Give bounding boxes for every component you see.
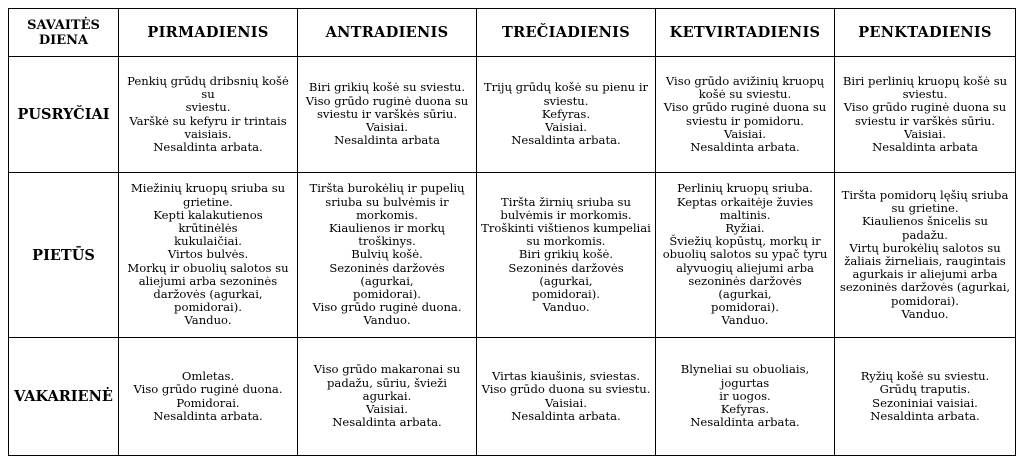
corner-header: SAVAITĖS DIENA xyxy=(9,9,119,57)
menu-line: Vanduo. xyxy=(363,313,411,328)
menu-line: maltinis. xyxy=(719,207,771,222)
menu-cell xyxy=(477,173,656,338)
menu-line: alyvuogių aliejumi arba xyxy=(676,260,814,275)
menu-line: pomidorai). xyxy=(711,300,779,315)
menu-cell xyxy=(656,338,835,456)
menu-line: Bulvių košė. xyxy=(351,247,423,262)
menu-line: Viso grūdo ruginė duona su xyxy=(663,100,827,115)
menu-line: Ryžiai. xyxy=(725,220,765,235)
menu-line: Viso grūdo ruginė duona su xyxy=(843,100,1007,115)
menu-line: su morkomis. xyxy=(526,234,606,249)
menu-cell xyxy=(477,57,656,173)
menu-line: Varškė su kefyru ir trintais xyxy=(129,113,287,128)
menu-line: Sezoniniai vaisiai. xyxy=(872,395,978,410)
menu-line: Biri perlinių kruopų košė su xyxy=(842,73,1008,88)
menu-line: Vaisiai. xyxy=(724,126,766,141)
menu-line: sviestu ir pomidoru. xyxy=(686,113,804,128)
menu-cell xyxy=(656,57,835,173)
menu-line: sviestu. xyxy=(185,100,231,115)
weekly-menu-table xyxy=(8,8,1016,456)
menu-cell xyxy=(835,338,1016,456)
menu-line: Vaisiai. xyxy=(545,120,587,135)
menu-line: Kepti kalakutienos krūtinėlės xyxy=(153,207,263,235)
menu-line: Viso grūdo ruginė duona. xyxy=(133,382,283,397)
menu-line: Tiršta burokėlių ir pupelių xyxy=(309,181,465,196)
menu-line: Ryžių košė su sviestu. xyxy=(860,369,990,384)
menu-line: Biri grikių košė su sviestu. xyxy=(308,80,466,95)
menu-line: Kiaulienos šnicelis su padažu. xyxy=(861,214,989,242)
menu-line: Miežinių kruopų sriuba su xyxy=(130,181,286,196)
menu-line: sviestu. xyxy=(543,93,589,108)
meal-label-dinner: VAKARIENĖ xyxy=(9,338,119,456)
menu-line: Virtos bulvės. xyxy=(167,247,249,262)
menu-line: Kefyras. xyxy=(720,402,770,417)
menu-line: Keptas orkaitėje žuvies xyxy=(676,194,814,209)
menu-line: Viso grūdo ruginė duona su xyxy=(305,93,469,108)
menu-line: Trijų grūdų košė su pienu ir xyxy=(483,80,649,95)
menu-cell xyxy=(298,173,477,338)
menu-line: pomidorai). xyxy=(891,293,959,308)
menu-line: Vaisiai. xyxy=(366,402,408,417)
menu-line: Nesaldinta arbata. xyxy=(690,415,800,430)
day-header-friday: PENKTADIENIS xyxy=(835,9,1016,57)
menu-line: Nesaldinta arbata. xyxy=(153,408,263,423)
menu-line: Kiaulienos ir morkų troškinys. xyxy=(328,220,446,249)
menu-line: daržovės (agurkai, pomidorai). xyxy=(153,287,263,315)
meal-row-dinner xyxy=(9,338,1016,456)
menu-line: Tiršta pomidorų lęšių sriuba xyxy=(841,187,1009,202)
menu-line: Pomidorai. xyxy=(176,395,240,410)
menu-cell xyxy=(477,338,656,456)
header-row xyxy=(9,9,1016,57)
menu-line: Viso grūdo avižinių kruopų xyxy=(665,73,825,88)
menu-line: sviestu ir varškės sūriu. xyxy=(854,113,996,128)
menu-line: Virtų burokėlių salotos su xyxy=(849,240,1001,255)
menu-line: su grietine. xyxy=(891,201,959,216)
menu-line: Blyneliai su obuoliais, jogurtas xyxy=(680,362,810,390)
menu-line: morkomis. xyxy=(356,207,418,222)
menu-line: Omletas. xyxy=(181,369,235,384)
meal-label-breakfast: PUSRYČIAI xyxy=(9,57,119,173)
menu-line: Perlinių kruopų sriuba. xyxy=(677,181,813,196)
menu-line: agurkais ir aliejumi arba xyxy=(852,267,998,282)
menu-line: košė su sviestu. xyxy=(698,87,792,102)
meal-label-lunch: PIETŪS xyxy=(9,173,119,338)
menu-line: Vaisiai. xyxy=(904,126,946,141)
menu-line: Nesaldinta arbata xyxy=(334,133,440,148)
menu-line: Morkų ir obuolių salotos su xyxy=(127,260,289,275)
day-header-thursday: KETVIRTADIENIS xyxy=(656,9,835,57)
menu-line: Virtas kiaušinis, sviestas. xyxy=(491,369,641,384)
menu-line: Vanduo. xyxy=(901,306,949,321)
menu-line: Sezoninės daržovės (agurkai, xyxy=(329,260,445,288)
menu-line: Viso grūdo makaronai su xyxy=(313,362,461,377)
menu-line: Viso grūdo duona su sviestu. xyxy=(481,382,651,397)
menu-cell xyxy=(119,338,298,456)
menu-line: Nesaldinta arbata. xyxy=(870,408,980,423)
menu-line: Penkių grūdų dribsnių košė su xyxy=(127,73,289,102)
menu-line: Šviežių kopūstų, morkų ir xyxy=(669,234,821,249)
menu-cell xyxy=(298,338,477,456)
menu-line: Kefyras. xyxy=(541,106,591,121)
menu-line: sezoninės daržovės (agurkai, xyxy=(688,273,802,301)
menu-line: bulvėmis ir morkomis. xyxy=(500,207,632,222)
menu-line: Vanduo. xyxy=(721,313,769,328)
menu-line: Nesaldinta arbata. xyxy=(153,139,263,154)
menu-line: grietine. xyxy=(183,194,233,209)
menu-line: žaliais žirneliais, raugintais xyxy=(844,254,1006,268)
menu-line: padažu, sūriu, švieži agurkai. xyxy=(326,375,447,403)
menu-cell xyxy=(119,173,298,338)
menu-line: Biri grikių košė. xyxy=(518,247,614,262)
menu-line: Troškinti vištienos kumpeliai xyxy=(481,220,651,235)
meal-row-lunch xyxy=(9,173,1016,338)
meal-row-breakfast xyxy=(9,57,1016,173)
menu-line: Nesaldinta arbata. xyxy=(511,408,621,423)
menu-line: Nesaldinta arbata. xyxy=(511,133,621,148)
menu-line: ir uogos. xyxy=(719,388,771,403)
day-header-tuesday: ANTRADIENIS xyxy=(298,9,477,57)
menu-line: sezoninės daržovės (agurkai, xyxy=(839,280,1011,295)
day-header-monday: PIRMADIENIS xyxy=(119,9,298,57)
menu-line: Sezoninės daržovės (agurkai, xyxy=(508,260,624,288)
menu-line: pomidorai). xyxy=(532,287,600,301)
menu-line: sriuba su bulvėmis ir xyxy=(325,194,449,209)
menu-line: pomidorai). xyxy=(353,287,421,301)
menu-cell xyxy=(835,173,1016,338)
menu-cell xyxy=(656,173,835,338)
menu-line: Vanduo. xyxy=(542,300,590,315)
menu-line: aliejumi arba sezoninės xyxy=(138,273,278,288)
menu-line: Vaisiai. xyxy=(545,395,587,410)
menu-line: Nesaldinta arbata xyxy=(872,139,978,154)
menu-line: Viso grūdo ruginė duona. xyxy=(312,300,462,315)
day-header-wednesday: TREČIADIENIS xyxy=(477,9,656,57)
menu-line: Vaisiai. xyxy=(366,120,408,135)
menu-line: Nesaldinta arbata. xyxy=(690,139,800,154)
menu-line: sviestu ir varškės sūriu. xyxy=(316,106,458,121)
menu-line: Grūdų traputis. xyxy=(879,382,971,397)
menu-line: Nesaldinta arbata. xyxy=(332,415,442,430)
menu-cell xyxy=(119,57,298,173)
menu-cell xyxy=(298,57,477,173)
menu-cell xyxy=(835,57,1016,173)
menu-line: obuolių salotos su ypač tyru xyxy=(662,247,828,262)
menu-line: vaisiais. xyxy=(184,126,232,141)
menu-line: Vanduo. xyxy=(184,313,232,328)
menu-line: sviestu. xyxy=(902,87,948,102)
menu-line: kukulaičiai. xyxy=(174,234,242,249)
menu-line: Tiršta žirnių sriuba su xyxy=(501,194,631,209)
